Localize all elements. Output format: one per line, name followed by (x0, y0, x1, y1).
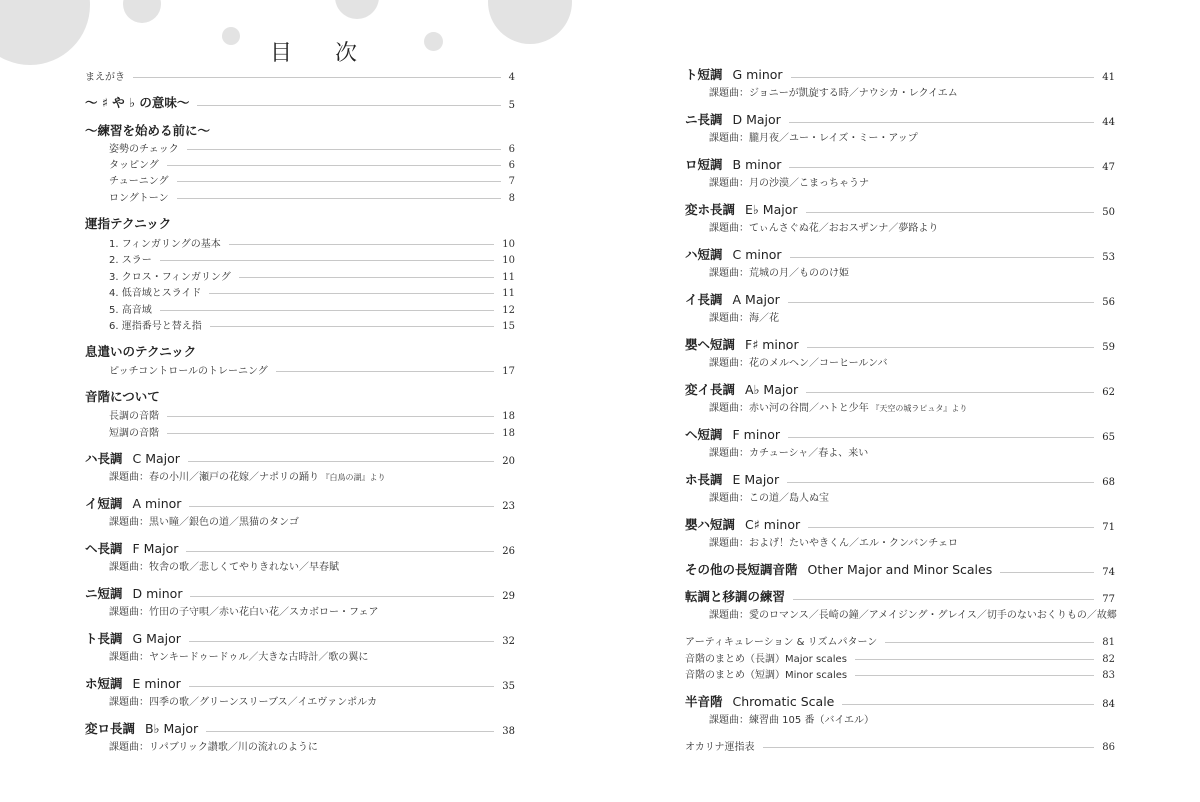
toc-pieces-line (709, 711, 874, 726)
toc-leader-line (806, 392, 1094, 393)
toc-heading-label: ～練習を始める前に～ (85, 123, 211, 138)
toc-page-number: 20 (502, 456, 515, 467)
toc-entry-label: タッピング (109, 160, 159, 171)
toc-key-english: D Major (732, 112, 781, 127)
toc-key-entry[interactable] (85, 494, 515, 512)
toc-entry-label: 1. フィンガリングの基本 (109, 239, 221, 250)
toc-pieces-text: 課題曲：黒い瞳／銀色の道／黒猫のタンゴ (109, 517, 299, 528)
toc-pieces-text: 課題曲：およげ！たいやきくん／エル・クンバンチェロ (709, 538, 958, 549)
toc-leader-line (167, 433, 494, 434)
toc-page-number: 29 (502, 591, 515, 602)
toc-leader-line (842, 704, 1094, 705)
toc-pieces-line (709, 606, 1117, 621)
toc-entry-label: ピッチコントロールのトレーニング (109, 366, 268, 377)
toc-leader-line (885, 642, 1094, 643)
toc-pieces-note: 『天空の城ラピュタ』より (868, 404, 968, 413)
toc-key-english: B minor (732, 157, 782, 172)
toc-key-label (685, 515, 808, 533)
toc-pieces-line (709, 444, 868, 459)
toc-page-number: 12 (502, 305, 515, 316)
toc-leader-line (187, 149, 501, 150)
toc-key-name: ト長調 (85, 631, 123, 646)
toc-page-number: 68 (1102, 477, 1115, 488)
toc-key-entry[interactable] (685, 290, 1115, 308)
toc-page-number: 11 (502, 272, 515, 283)
toc-pieces-line (709, 399, 967, 414)
toc-key-name: 転調と移調の練習 (685, 589, 786, 604)
toc-key-name: 変ホ長調 (685, 202, 736, 217)
toc-entry[interactable] (109, 189, 515, 204)
toc-page-number: 44 (1102, 117, 1115, 128)
toc-leader-line (189, 641, 494, 642)
toc-pieces-text: 課題曲：てぃんさぐぬ花／おおスザンナ／夢路より (709, 223, 939, 234)
toc-page-number: 10 (502, 255, 515, 266)
toc-page-number: 84 (1102, 699, 1115, 710)
toc-key-name: ニ短調 (85, 586, 123, 601)
toc-pieces-line (709, 84, 958, 99)
toc-page-number: 26 (502, 546, 515, 557)
toc-key-english: A Major (732, 292, 780, 307)
toc-key-entry[interactable] (685, 587, 1115, 605)
toc-pieces-text: 課題曲：ヤンキードゥードゥル／大きな古時計／歌の翼に (109, 652, 369, 663)
toc-page-number: 32 (502, 636, 515, 647)
toc-page-number: 83 (1102, 670, 1115, 681)
toc-page-number: 35 (502, 681, 515, 692)
toc-page-number: 5 (508, 100, 515, 111)
toc-page-number: 6 (508, 144, 515, 155)
toc-key-label (685, 380, 806, 398)
toc-key-entry[interactable] (685, 200, 1115, 218)
toc-entry[interactable] (685, 666, 1115, 681)
toc-leader-line (806, 212, 1095, 213)
toc-key-english: C♯ minor (745, 517, 801, 532)
toc-key-label (85, 719, 206, 737)
toc-pieces-line (709, 264, 849, 279)
toc-entry-label: 4. 低音域とスライド (109, 288, 202, 299)
toc-key-label (685, 560, 1000, 578)
toc-entry-label: チューニング (109, 176, 169, 187)
toc-key-label (85, 449, 188, 467)
toc-leader-line (189, 506, 494, 507)
toc-pieces-note: 『白鳥の湖』より (319, 473, 386, 482)
toc-pieces-line (709, 534, 958, 549)
toc-leader-line (787, 482, 1094, 483)
toc-key-label (685, 692, 842, 710)
toc-page-number: 77 (1102, 594, 1115, 605)
toc-entry-label: 2. スラー (109, 255, 152, 266)
toc-entry[interactable] (109, 317, 515, 332)
toc-key-english: A♭ Major (745, 382, 799, 397)
toc-key-entry[interactable] (685, 515, 1115, 533)
toc-key-entry[interactable] (685, 425, 1115, 443)
toc-leader-line (763, 747, 1095, 748)
toc-leader-line (855, 675, 1094, 676)
toc-entry[interactable] (685, 650, 1115, 665)
toc-entry-label: ～ ♯ や ♭ の意味～ (85, 95, 190, 110)
toc-key-entry[interactable] (685, 470, 1115, 488)
toc-key-label (685, 290, 788, 308)
toc-key-name: ホ長調 (685, 472, 723, 487)
toc-key-english: D minor (132, 586, 183, 601)
toc-key-english: F Major (132, 541, 179, 556)
toc-key-entry[interactable] (685, 380, 1115, 398)
toc-page-number: 65 (1102, 432, 1115, 443)
toc-leader-line (186, 551, 494, 552)
toc-entry-label: 長調の音階 (109, 411, 159, 422)
toc-page-number: 81 (1102, 637, 1115, 648)
toc-pieces-text: 課題曲：赤い河の谷間／ハトと少年 (709, 403, 869, 414)
toc-entry-label: 3. クロス・フィンガリング (109, 272, 231, 283)
toc-key-name: ハ短調 (685, 247, 723, 262)
toc-entry[interactable] (85, 68, 515, 83)
toc-entry[interactable] (109, 251, 515, 266)
toc-pieces-text: 課題曲：月の沙漠／こまっちゃうナ (709, 178, 869, 189)
toc-key-english: F♯ minor (745, 337, 799, 352)
toc-page-number: 50 (1102, 207, 1115, 218)
toc-key-label (685, 587, 793, 605)
toc-section-heading (85, 342, 204, 360)
decor-circle (123, 0, 161, 23)
toc-page-number: 10 (502, 239, 515, 250)
toc-pieces-line (109, 603, 379, 618)
toc-key-label (685, 65, 791, 83)
toc-key-name: 変イ長調 (685, 382, 736, 397)
toc-leader-line (788, 302, 1095, 303)
toc-key-name: 嬰ハ短調 (685, 517, 736, 532)
toc-key-label (685, 425, 788, 443)
toc-leader-line (276, 371, 494, 372)
toc-leader-line (160, 310, 495, 311)
toc-key-entry[interactable] (685, 65, 1115, 83)
toc-page-number: 53 (1102, 252, 1115, 263)
toc-entry[interactable] (85, 93, 515, 111)
toc-entry[interactable] (109, 235, 515, 250)
toc-leader-line (210, 326, 495, 327)
toc-key-name: ロ短調 (685, 157, 723, 172)
toc-page-number: 15 (502, 321, 515, 332)
toc-page-number: 38 (502, 726, 515, 737)
toc-key-name: ト短調 (685, 67, 723, 82)
toc-page-number: 56 (1102, 297, 1115, 308)
toc-key-label (85, 674, 189, 692)
toc-key-entry[interactable] (85, 719, 515, 737)
toc-leader-line (790, 257, 1095, 258)
toc-pieces-text: 課題曲：海／花 (709, 313, 779, 324)
toc-leader-line (855, 659, 1094, 660)
toc-key-name: ハ長調 (85, 451, 123, 466)
toc-leader-line (197, 105, 500, 106)
toc-pieces-line (109, 693, 377, 708)
toc-entry-label: 姿勢のチェック (109, 144, 179, 155)
toc-pieces-text: 課題曲：朧月夜／ユー・レイズ・ミー・アップ (709, 133, 918, 144)
toc-leader-line (793, 599, 1094, 600)
toc-page-number: 7 (508, 176, 515, 187)
toc-leader-line (789, 167, 1094, 168)
toc-leader-line (206, 731, 494, 732)
toc-entry[interactable] (109, 268, 515, 283)
toc-leader-line (1000, 572, 1094, 573)
toc-leader-line (189, 686, 495, 687)
decor-circle (488, 0, 572, 44)
toc-entry-label: 音階のまとめ（長調）Major scales (685, 654, 847, 665)
decor-circle (222, 27, 240, 45)
toc-page-number: 71 (1102, 522, 1115, 533)
toc-key-name: ヘ長調 (85, 541, 123, 556)
toc-leader-line (791, 77, 1095, 78)
toc-key-entry[interactable] (685, 692, 1115, 710)
toc-entry-label: 6. 運指番号と替え指 (109, 321, 202, 332)
toc-entry-label: 音階のまとめ（短調）Minor scales (685, 670, 848, 681)
toc-heading-label: 息遣いのテクニック (85, 344, 197, 359)
toc-key-english: E♭ Major (745, 202, 798, 217)
toc-entry[interactable] (109, 284, 515, 299)
toc-key-entry[interactable] (85, 584, 515, 602)
toc-leader-line (807, 347, 1095, 348)
toc-pieces-line (709, 354, 887, 369)
toc-key-label (685, 245, 790, 263)
toc-entry[interactable] (109, 156, 515, 171)
toc-leader-line (133, 77, 501, 78)
toc-pieces-text: 課題曲：この道／島人ぬ宝 (709, 493, 829, 504)
toc-key-label (85, 494, 189, 512)
toc-key-entry[interactable] (85, 674, 515, 692)
toc-key-label (85, 629, 189, 647)
toc-leader-line (788, 437, 1094, 438)
toc-page-number: 18 (502, 411, 515, 422)
toc-entry[interactable] (109, 362, 515, 377)
toc-key-label (685, 155, 789, 173)
toc-entry-label: ロングトーン (109, 193, 169, 204)
decor-circle (424, 32, 443, 51)
toc-entry[interactable] (109, 172, 515, 187)
toc-leader-line (808, 527, 1094, 528)
toc-key-english: Chromatic Scale (732, 694, 835, 709)
toc-page-number: 86 (1102, 742, 1115, 753)
toc-key-english: F minor (732, 427, 781, 442)
toc-leader-line (209, 293, 494, 294)
toc-page-number: 59 (1102, 342, 1115, 353)
toc-entry-label: 短調の音階 (109, 428, 159, 439)
toc-leader-line (190, 596, 494, 597)
toc-heading-label: 音階について (85, 389, 160, 404)
toc-key-english: B♭ Major (145, 721, 199, 736)
toc-page-number: 4 (508, 72, 515, 83)
toc-pieces-text: 課題曲：竹田の子守唄／赤い花白い花／スカボロー・フェア (109, 607, 379, 618)
toc-key-label (685, 335, 807, 353)
toc-key-entry[interactable] (85, 539, 515, 557)
toc-page-number: 62 (1102, 387, 1115, 398)
toc-page-number: 41 (1102, 72, 1115, 83)
toc-pieces-line (709, 489, 829, 504)
toc-pieces-line (709, 174, 869, 189)
decor-circle (0, 0, 90, 65)
toc-pieces-line (109, 558, 339, 573)
toc-key-name: ヘ短調 (685, 427, 723, 442)
toc-entry-label: まえがき (85, 72, 125, 83)
toc-page-number: 6 (508, 160, 515, 171)
toc-leader-line (177, 181, 501, 182)
toc-key-name: 嬰ヘ短調 (685, 337, 736, 352)
toc-heading-label: 運指テクニック (85, 216, 172, 231)
toc-key-english: C Major (132, 451, 180, 466)
toc-pieces-line (109, 513, 299, 528)
toc-key-entry[interactable] (85, 629, 515, 647)
toc-pieces-text: 課題曲：練習曲 105 番（バイエル） (709, 715, 875, 726)
toc-entry[interactable] (109, 424, 515, 439)
toc-pieces-text: 課題曲：ジョニーが凱旋する時／ナウシカ・レクイエム (709, 88, 958, 99)
toc-page-number: 74 (1102, 567, 1115, 578)
toc-page-number: 18 (502, 428, 515, 439)
toc-section-heading (85, 121, 218, 139)
page-title: 目 次 (270, 41, 375, 66)
toc-pieces-text: 課題曲：リパブリック讃歌／川の流れのように (109, 742, 318, 753)
toc-pieces-line (109, 648, 368, 663)
toc-pieces-text: 課題曲：春の小川／瀬戸の花嫁／ナポリの踊り (109, 472, 319, 483)
toc-leader-line (789, 122, 1094, 123)
toc-key-entry[interactable] (685, 335, 1115, 353)
toc-entry-label: アーティキュレーション & リズムパターン (685, 637, 878, 648)
decor-circle (335, 0, 379, 19)
toc-entry[interactable] (109, 140, 515, 155)
toc-entry[interactable] (685, 633, 1115, 648)
toc-key-name: イ長調 (685, 292, 723, 307)
toc-key-english: G minor (732, 67, 783, 82)
toc-page-number: 82 (1102, 654, 1115, 665)
toc-page-number: 23 (502, 501, 515, 512)
toc-entry-label: 5. 高音域 (109, 305, 152, 316)
toc-key-english: A minor (132, 496, 182, 511)
toc-key-label (685, 110, 789, 128)
toc-pieces-text: 課題曲：愛のロマンス／長崎の鐘／アメイジング・グレイス／切手のないおくりもの／故郷 (709, 610, 1117, 621)
toc-leader-line (239, 277, 495, 278)
toc-key-english: Other Major and Minor Scales (807, 562, 993, 577)
toc-leader-line (177, 198, 501, 199)
toc-key-name: ホ短調 (85, 676, 123, 691)
toc-pieces-text: 課題曲：花のメルヘン／コーヒールンバ (709, 358, 888, 369)
toc-pieces-line (109, 738, 318, 753)
toc-key-english: C minor (732, 247, 782, 262)
toc-key-english: E Major (732, 472, 780, 487)
toc-key-label (85, 539, 186, 557)
toc-leader-line (167, 416, 494, 417)
toc-key-entry[interactable] (685, 110, 1115, 128)
toc-pieces-text: 課題曲：荒城の月／もののけ姫 (709, 268, 849, 279)
toc-leader-line (229, 244, 495, 245)
toc-leader-line (160, 260, 495, 261)
toc-entry[interactable] (109, 301, 515, 316)
toc-page-number: 47 (1102, 162, 1115, 173)
toc-section-heading (85, 214, 179, 232)
toc-key-english: G Major (132, 631, 181, 646)
toc-key-name: ニ長調 (685, 112, 723, 127)
toc-pieces-text: 課題曲：四季の歌／グリーンスリーブス／イエヴァンポルカ (109, 697, 378, 708)
toc-pieces-line (109, 468, 386, 483)
toc-key-english: E minor (132, 676, 181, 691)
toc-page-number: 17 (502, 366, 515, 377)
toc-entry[interactable] (109, 407, 515, 422)
toc-pieces-line (709, 129, 918, 144)
toc-key-label (685, 470, 787, 488)
toc-key-label (85, 584, 190, 602)
toc-section-heading (85, 387, 168, 405)
toc-leader-line (188, 461, 494, 462)
toc-pieces-text: 課題曲：カチューシャ／春よ、来い (709, 448, 869, 459)
toc-page-number: 8 (508, 193, 515, 204)
toc-key-name: 変ロ長調 (85, 721, 136, 736)
toc-entry-label: オカリナ運指表 (685, 742, 755, 753)
toc-key-entry[interactable] (685, 560, 1115, 578)
toc-pieces-line (709, 219, 938, 234)
toc-key-entry[interactable] (685, 245, 1115, 263)
toc-entry[interactable] (685, 738, 1115, 753)
toc-key-name: その他の長短調音階 (685, 562, 798, 577)
toc-key-label (685, 200, 806, 218)
toc-leader-line (167, 165, 501, 166)
toc-key-name: イ短調 (85, 496, 123, 511)
toc-key-entry[interactable] (685, 155, 1115, 173)
toc-key-entry[interactable] (85, 449, 515, 467)
toc-key-name: 半音階 (685, 694, 723, 709)
toc-page-number: 11 (502, 288, 515, 299)
toc-pieces-line (709, 309, 779, 324)
toc-pieces-text: 課題曲：牧舎の歌／悲しくてやりきれない／早春賦 (109, 562, 339, 573)
